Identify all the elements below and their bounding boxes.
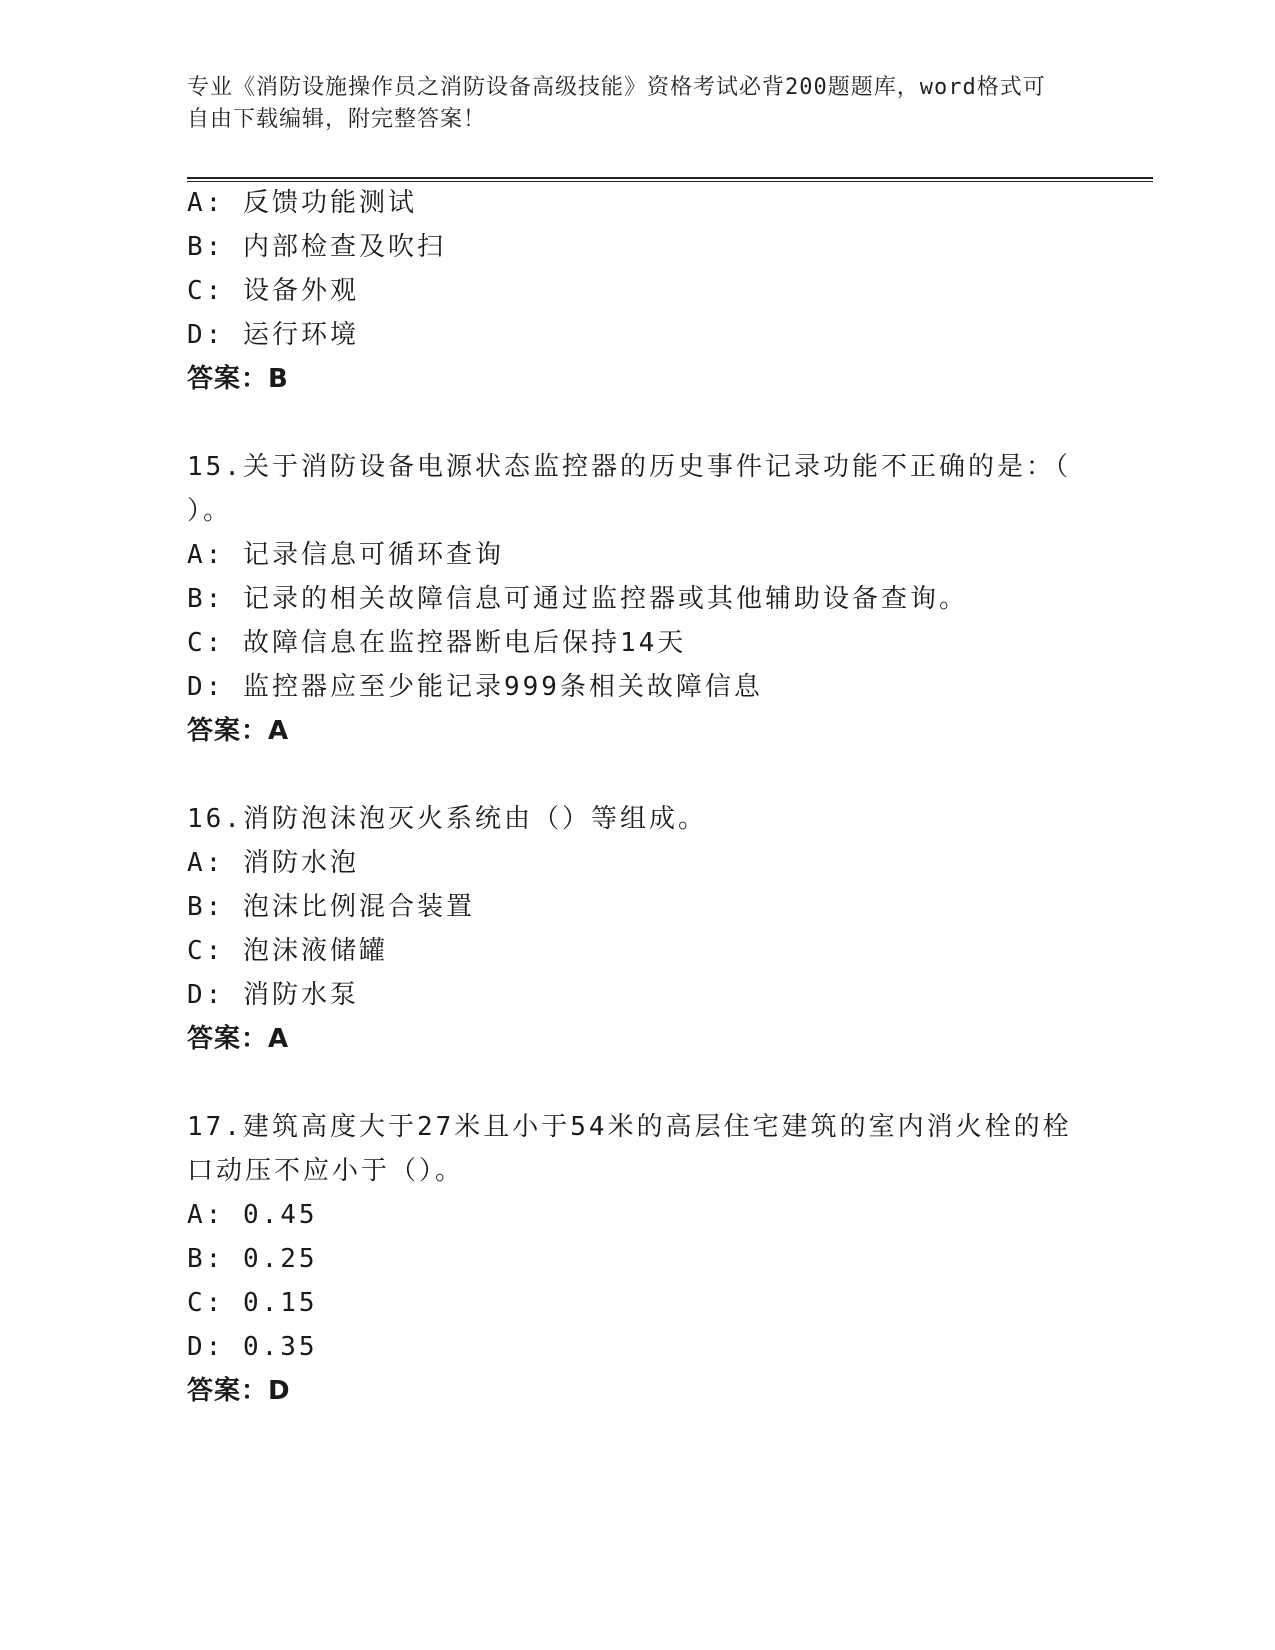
option-text: 0.25: [242, 1244, 318, 1274]
option-letter: B:: [187, 584, 225, 614]
option-letter: A:: [187, 188, 225, 218]
option-a: [187, 186, 417, 220]
option-letter: C:: [187, 936, 225, 966]
option-text: 反馈功能测试: [242, 188, 417, 218]
option-a: [187, 538, 504, 572]
answer-line: 答案：A: [187, 716, 290, 746]
option-letter: D:: [187, 672, 225, 702]
option-text: 内部检查及吹扫: [242, 232, 446, 262]
option-letter: A:: [187, 540, 225, 570]
option-c: [187, 934, 388, 968]
option-a: [187, 1198, 318, 1232]
question-17-text-cont: 口动压不应小于（）。: [187, 1156, 465, 1186]
question-15-text-cont: ）。: [187, 496, 233, 526]
option-b: [187, 230, 446, 264]
option-letter: D:: [187, 320, 225, 350]
option-text: 故障信息在监控器断电后保持14天: [242, 628, 687, 658]
option-text: 设备外观: [242, 276, 359, 306]
option-letter: A:: [187, 1200, 225, 1230]
option-letter: B:: [187, 892, 225, 922]
option-d: [187, 978, 359, 1012]
option-letter: C:: [187, 1288, 225, 1318]
option-letter: B:: [187, 1244, 225, 1274]
option-d: [187, 670, 763, 704]
option-letter: A:: [187, 848, 225, 878]
option-letter: C:: [187, 628, 225, 658]
option-text: 记录的相关故障信息可通过监控器或其他辅助设备查询。: [242, 584, 968, 614]
option-text: 监控器应至少能记录999条相关故障信息: [242, 672, 763, 702]
question-16-text: 16.消防泡沫泡灭火系统由（）等组成。: [187, 804, 707, 834]
option-letter: B:: [187, 232, 225, 262]
answer-line: 答案：B: [187, 364, 289, 394]
header-divider: [187, 177, 1153, 182]
option-d: [187, 1330, 318, 1364]
question-17-text: 17.建筑高度大于27米且小于54米的高层住宅建筑的室内消火栓的栓: [187, 1112, 1072, 1142]
option-text: 运行环境: [242, 320, 359, 350]
option-letter: D:: [187, 1332, 225, 1362]
option-c: [187, 626, 686, 660]
option-c: [187, 1286, 318, 1320]
option-letter: D:: [187, 980, 225, 1010]
question-15-text: 15.关于消防设备电源状态监控器的历史事件记录功能不正确的是：（: [187, 452, 1071, 482]
option-text: 泡沫比例混合装置: [242, 892, 475, 922]
option-text: 消防水泵: [242, 980, 359, 1010]
document-header: 专业《消防设施操作员之消防设备高级技能》资格考试必背200题题库，word格式可自由下载编辑，附完整答案！: [187, 75, 1046, 132]
option-text: 消防水泡: [242, 848, 359, 878]
answer-line: 答案：A: [187, 1024, 290, 1054]
option-a: [187, 846, 359, 880]
option-b: [187, 1242, 318, 1276]
option-c: [187, 274, 359, 308]
option-text: 0.45: [242, 1200, 318, 1230]
option-b: [187, 582, 968, 616]
option-text: 泡沫液储罐: [242, 936, 388, 966]
answer-line: 答案：D: [187, 1376, 291, 1406]
option-text: 0.15: [242, 1288, 318, 1318]
option-b: [187, 890, 475, 924]
option-text: 0.35: [242, 1332, 318, 1362]
option-d: [187, 318, 359, 352]
option-letter: C:: [187, 276, 225, 306]
option-text: 记录信息可循环查询: [242, 540, 504, 570]
